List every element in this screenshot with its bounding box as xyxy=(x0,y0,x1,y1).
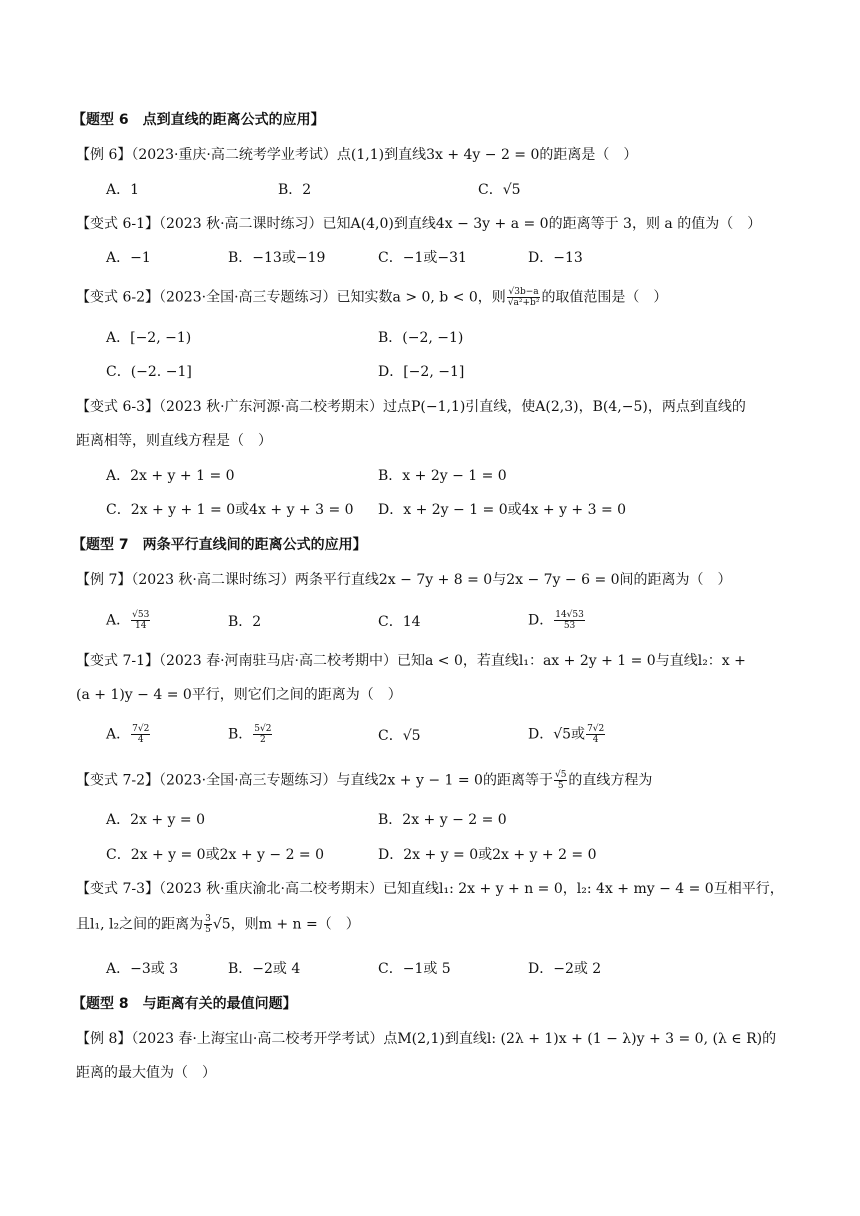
question-stem-ex8-line1: 【例 8】（2023 春·上海宝山·高二校考开学考试）点M(2,1)到直线l: (2λ + 1)x + (1 − λ)y + 3 = 0, (λ ∈ R)的 xyxy=(76,1031,777,1047)
option-a-var7-3: A．−3或 3 xyxy=(106,961,179,977)
fraction-denominator: 5 xyxy=(557,781,564,791)
question-stem-var7-1-line1: 【变式 7-1】（2023 春·河南驻马店·高二校考期中）已知a < 0，若直线l₁：ax + 2y + 1 = 0与直线l₂：x + xyxy=(76,653,746,669)
option-b-ex7: B．2 xyxy=(228,614,262,630)
fraction xyxy=(586,724,605,745)
question-stem-var6-2 xyxy=(76,287,667,308)
section-heading-6: 【题型 6 点到直线的距离公式的应用】 xyxy=(72,112,325,128)
fraction xyxy=(507,287,541,308)
question-stem-var6-3-line1: 【变式 6-3】（2023 秋·广东河源·高二校考期末）过点P(−1,1)引直线，使A(2,3)，B(4,−5)，两点到直线的 xyxy=(76,399,746,415)
option-d-var6-1: D．−13 xyxy=(528,250,583,266)
option-c-var6-3: C．2x + y + 1 = 0或4x + y + 3 = 0 xyxy=(106,502,354,518)
fraction-numerator: 7√2 xyxy=(587,724,605,734)
option-c-ex7: C．14 xyxy=(378,614,421,630)
option-b-ex6: B．2 xyxy=(278,182,312,198)
section-heading-8: 【题型 8 与距离有关的最值问题】 xyxy=(72,996,297,1012)
question-stem-var7-1-line2: (a + 1)y − 4 = 0平行，则它们之间的距离为（ ） xyxy=(76,687,402,703)
option-c-var6-2: C．(−2. −1] xyxy=(106,364,192,380)
question-stem-var7-3-line2 xyxy=(76,914,360,935)
fraction xyxy=(253,724,272,745)
question-stem-ex8-line2: 距离的最大值为（ ） xyxy=(76,1065,216,1081)
option-a-ex7 xyxy=(106,610,151,631)
fraction-numerator: √3b−a xyxy=(508,287,539,297)
option-b-var7-3: B．−2或 4 xyxy=(228,961,301,977)
option-b-var6-3: B．x + 2y − 1 = 0 xyxy=(378,468,507,484)
option-a-var7-1 xyxy=(106,724,151,745)
fraction-denominator: 4 xyxy=(592,735,599,745)
stem-text-post: √5，则m + n =（ ） xyxy=(212,916,360,933)
stem-text-pre: 【变式 7-2】（2023·全国·高三专题练习）与直线2x + y − 1 = 0的距离等于 xyxy=(76,772,553,789)
fraction-numerator: √53 xyxy=(132,610,150,620)
option-d-var7-2: D．2x + y = 0或2x + y + 2 = 0 xyxy=(378,847,597,863)
option-c-var7-2: C．2x + y = 0或2x + y − 2 = 0 xyxy=(106,847,325,863)
fraction-denominator: 14 xyxy=(134,621,147,631)
stem-text-post: 的取值范围是（ ） xyxy=(541,289,668,306)
option-a-ex6: A．1 xyxy=(106,182,140,198)
fraction-denominator: 5 xyxy=(205,925,211,935)
fraction xyxy=(554,610,585,631)
option-c-var7-3: C．−1或 5 xyxy=(378,961,451,977)
option-b-var6-1: B．−13或−19 xyxy=(228,250,326,266)
option-b-var7-2: B．2x + y − 2 = 0 xyxy=(378,812,507,828)
fraction-denominator: 4 xyxy=(137,735,144,745)
fraction-denominator: 2 xyxy=(260,735,266,745)
fraction xyxy=(131,724,150,745)
question-stem-var7-3-line1: 【变式 7-3】（2023 秋·重庆渝北·高二校考期末）已知直线l₁: 2x + y + n = 0，l₂: 4x + my − 4 = 0互相平行， xyxy=(76,881,784,897)
question-stem-var6-1: 【变式 6-1】（2023 秋·高二课时练习）已知A(4,0)到直线4x − 3y + a = 0的距离等于 3，则 a 的值为（ ） xyxy=(76,216,762,232)
fraction-denominator: √a²+b² xyxy=(507,298,540,308)
option-label: D． xyxy=(528,612,554,629)
stem-text-pre: 且l₁, l₂之间的距离为 xyxy=(76,916,204,933)
option-label: A． xyxy=(106,726,131,743)
option-c-ex6: C．√5 xyxy=(478,182,521,198)
option-a-var6-2: A．[−2, −1) xyxy=(106,330,192,346)
option-a-var6-3: A．2x + y + 1 = 0 xyxy=(106,468,235,484)
option-b-var7-1 xyxy=(228,724,273,745)
option-b-var6-2: B．(−2, −1) xyxy=(378,330,464,346)
option-c-var6-1: C．−1或−31 xyxy=(378,250,467,266)
fraction-numerator: √5 xyxy=(554,770,567,780)
option-c-var7-1: C．√5 xyxy=(378,728,421,744)
question-stem-var7-2 xyxy=(76,770,652,791)
option-label: D．√5或 xyxy=(528,726,586,743)
stem-text-post: 的直线方程为 xyxy=(568,772,653,789)
fraction-denominator: 53 xyxy=(563,621,576,631)
fraction xyxy=(131,610,150,631)
option-d-var6-3: D．x + 2y − 1 = 0或4x + y + 3 = 0 xyxy=(378,502,627,518)
stem-text-pre: 【变式 6-2】（2023·全国·高三专题练习）已知实数a > 0, b < 0，则 xyxy=(76,289,506,306)
option-d-ex7 xyxy=(528,610,586,631)
fraction xyxy=(204,914,212,935)
fraction-numerator: 5√2 xyxy=(254,724,272,734)
option-label: B． xyxy=(228,726,253,743)
fraction-numerator: 7√2 xyxy=(132,724,150,734)
section-heading-7: 【题型 7 两条平行直线间的距离公式的应用】 xyxy=(72,537,367,553)
option-d-var7-1 xyxy=(528,724,606,745)
fraction-numerator: 3 xyxy=(205,914,211,924)
fraction-numerator: 14√53 xyxy=(555,610,584,620)
option-a-var6-1: A．−1 xyxy=(106,250,151,266)
option-d-var6-2: D．[−2, −1] xyxy=(378,364,465,380)
option-d-var7-3: D．−2或 2 xyxy=(528,961,602,977)
option-label: A． xyxy=(106,612,131,629)
question-stem-var6-3-line2: 距离相等，则直线方程是（ ） xyxy=(76,433,272,449)
fraction xyxy=(554,770,567,791)
question-stem-ex7: 【例 7】（2023 秋·高二课时练习）两条平行直线2x − 7y + 8 = 0与2x − 7y − 6 = 0间的距离为（ ） xyxy=(76,572,732,588)
option-a-var7-2: A．2x + y = 0 xyxy=(106,812,205,828)
question-stem-ex6: 【例 6】（2023·重庆·高二统考学业考试）点(1,1)到直线3x + 4y − 2 = 0的距离是（ ） xyxy=(76,147,638,163)
